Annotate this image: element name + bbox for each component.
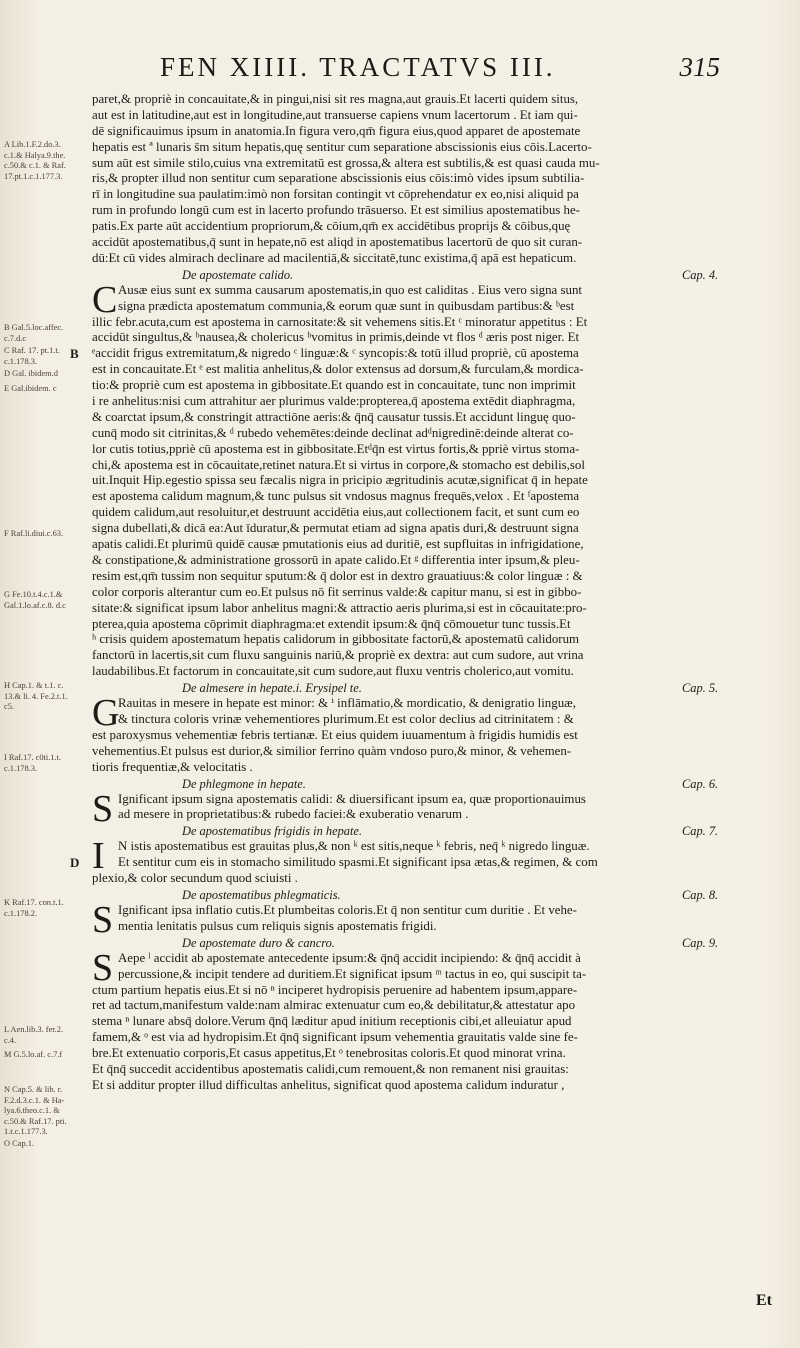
chapter-heading — [92, 776, 792, 792]
margin-note-g — [4, 590, 82, 611]
margin-note-line: E Gal.ibidem. c — [4, 384, 57, 393]
margin-note-line: H Cap.1. & t.1. c. — [4, 681, 64, 690]
text-line: pterea,quia apostema cōprimit diaphragma:et extendit ipsum:& q̄nq̄ cōmouetur tunc tussis.Et — [92, 616, 571, 631]
drop-capital: I — [92, 835, 105, 878]
margin-note-line: c.50.& c.1. & Raf. — [4, 161, 66, 170]
margin-note-line: c.4. — [4, 1035, 17, 1045]
margin-note-line: c.1.& Halya.9.the. — [4, 150, 66, 160]
chapter-number: Cap. 8. — [682, 887, 719, 902]
text-line: Ausæ eius sunt ex summa causarum apostematis,in quo est caliditas . Eius vero signa sunt — [118, 282, 582, 297]
margin-note-l — [4, 1025, 82, 1046]
margin-note-b — [4, 323, 82, 344]
text-line: bre.Et extenuatio corporis,Et casus appetitus,Et ᵒ tenebrositas coloris.Et quod minorat vrina. — [92, 1046, 566, 1061]
text-line: resim est,qm̄ tussim non sequitur sputum:& q̄ dolor est in dextro grauatiuus:& color linguæ : & — [92, 568, 583, 583]
margin-note-line: O Cap.1. — [4, 1139, 35, 1148]
text-line: rī in longitudine sua paulatim:imò non forsitan contingit vt cōprehendatur ex eo,nisi aliquid pa — [92, 187, 579, 202]
text-line: laudabilibus.Et factorum in concauitate,sit cum sudore,aut fluxu ventris cholerico,aut vomitu. — [92, 664, 574, 679]
chapter-title: De apostematibus phlegmaticis. — [182, 887, 341, 902]
margin-note-i — [4, 753, 82, 774]
text-line: Ignificant ipsa inflatio cutis.Et plumbeitas coloris.Et q̄ non sentitur cum duritie . Et vehe- — [118, 902, 577, 917]
margin-note-line: A Lib.1.F.2.do.3. — [4, 140, 61, 149]
chapter-number: Cap. 6. — [682, 776, 719, 791]
margin-note-line: B Gal.5.loc.affec. — [4, 323, 64, 332]
margin-note-line: N Cap.5. & lib. r. — [4, 1085, 63, 1094]
text-line: tioris frequentiæ,& velocitatis . — [92, 759, 253, 774]
margin-note-line: G Fe.10.t.4.c.1.& — [4, 590, 63, 599]
text-line: quidem calidum,aut resoluitur,et destruunt accidētia eius,aut collectionem facit, et sunt cum eo — [92, 505, 580, 520]
margin-note-line: L Aen.lib.3. fer.2. — [4, 1025, 63, 1034]
text-line: sum aūt est simile stilo,cuius vna extremitatū est grossa,& altera est subtilis,& est quasi cauda mu- — [92, 155, 600, 170]
text-line: ad mesere in proprietatibus:& rubedo faciei:& exuberatio venarum . — [118, 807, 469, 822]
margin-note-line: c.1.178.3. — [4, 356, 38, 366]
margin-note-line: c.1.178.3. — [4, 763, 38, 773]
chapter-heading — [92, 680, 792, 696]
margin-note-line: lya.6.theo.c.1. & — [4, 1106, 60, 1115]
catchword: Et — [756, 1292, 772, 1309]
text-line: Et si additur propter illud difficultas anhelitus, significat quod apostema calidum induratur , — [92, 1077, 565, 1092]
drop-capital: S — [92, 787, 114, 830]
margin-note-line: I Raf.17. c0ti.1.t. — [4, 753, 61, 762]
margin-note-line: 13.& li. 4. Fe.2.t.1. — [4, 691, 68, 701]
main-text — [70, 92, 792, 1094]
chapter-number: Cap. 9. — [682, 935, 719, 950]
text-line: apatis calidi.Et plurimū quidē causæ pmutationis eius ad duritiē, est supfluitas in infrigidatione, — [92, 537, 584, 552]
margin-note-line: Gal.1.lo.af.c.8. d.c — [4, 600, 66, 610]
margin-note-line: 1.t.c.1.177.3. — [4, 1127, 48, 1136]
chapter-number: Cap. 4. — [682, 267, 719, 282]
chapter-heading — [92, 887, 792, 903]
drop-capital: S — [92, 946, 114, 989]
margin-note-line: c.7.d.c — [4, 333, 27, 343]
text-line: est in concauitate.Et ᵉ est malitia anhelitus,& dolor extensus ad dorsum,& furculam,& mordica- — [92, 362, 584, 377]
text-line: Et q̄nq̄ succedit accidentibus apostematis calidi,cum remouent,& non remanent nisi grauitas: — [92, 1061, 569, 1076]
running-head — [150, 52, 720, 86]
text-line: & tinctura coloris vrinæ vehementiores plurimum.Et est color declius ad citrinitatem : & — [118, 711, 574, 726]
text-line: ctum partium hepatis eius.Et si nō ⁿ inciperet hydropisis peruenire ad habentem ipsum,appare- — [92, 982, 578, 997]
margin-note-o — [4, 1139, 82, 1150]
text-line: rum in profundo longū cum est in lacerto profundo trāsuerso. Et est similius apostematibus he- — [92, 203, 580, 218]
text-line: dū:Et cū vides almirach declinare ad macilentiā,& siccitatē,tunc existima,q̄ apā est hepaticum. — [92, 250, 577, 265]
paragraph — [70, 278, 792, 680]
text-line: stema ⁿ lunare absq̄ dolore.Verum q̄nq̄ læditur apud initium receptionis cibi,et alleuiatur apud — [92, 1014, 572, 1029]
drop-capital: G — [92, 692, 120, 735]
text-line: Aepe ˡ accidit ab apostemate antecedente ipsum:& q̄nq̄ accidit incipiendo: & q̄nq̄ accidit à — [118, 950, 581, 965]
text-line: chi,& apostema est in cōcauitate,retinet natura.Et si virtus in corpore,& stomacho est debilis,sol — [92, 457, 585, 472]
text-line: ris,& propter illud non sentitur cum separatione abscissionis eius cōis:imò vides ipsum subtilia- — [92, 171, 585, 186]
text-line: N istis apostematibus est grauitas plus,& non ᵏ est sitis,neque ᵏ febris, neq̄ ᵏ nigredo linguæ. — [118, 839, 590, 854]
chapter-number: Cap. 7. — [682, 824, 719, 839]
chapter-title: De apostemate calido. — [182, 267, 294, 282]
text-line: & coarctat ipsum,& constringit attractiōne aeris:& q̄nq̄ causatur tussis.Et accidunt linguę quo- — [92, 409, 576, 424]
drop-capital: C — [92, 278, 118, 321]
text-line: hepatis est ª lunaris s̄m situm hepatis,quę sentitur cum separatione abscissionis eius cōis.Lacerto- — [92, 139, 592, 154]
text-line: percussione,& incipit tendere ad duritiem.Et significat ipsum ᵐ tactus in eo, qui suscipit ta- — [118, 966, 587, 981]
text-line: ret ad tactum,manifestum valde:nam almirac extenuatur cum eo,& debilitatur,& attestatur apo — [92, 998, 576, 1013]
text-line: accidūt singultus,& ᵇnausea,& cholericus ᵇvomitus in primis,deinde vt flos ᵈ æris post niger. Et — [92, 330, 580, 345]
margin-note-line: c5. — [4, 702, 14, 711]
margin-note-line: K Raf.17. con.t.1. — [4, 898, 64, 907]
margin-note-line: F.2.d.3.c.1. & Ha- — [4, 1095, 65, 1105]
text-line: aut est in latitudine,aut est in longitudine,aut transuerse capiens vnum lacertorum . Et iam qui- — [92, 107, 578, 122]
reference-letter: B — [70, 346, 79, 362]
text-line: ʰ crisis quidem apostematum hepatis calidorum in gibbositate factorū,& apostematū calidorum — [92, 632, 580, 647]
text-line: accidūt apostematibus,q̄ sunt in hepate,nō est aliqd in apostematibus lacertorū de quo sit curan- — [92, 235, 583, 250]
margin-note-line: C Raf. 17. pt.1.t. — [4, 346, 60, 355]
running-title: FEN XIIII. TRACTATVS III. — [160, 52, 556, 82]
folio-number: 315 — [679, 52, 720, 82]
text-line: est apostema calidum magnum,& tunc pulsus sit vndosus magnus frequēs,velox . Et ᶠapostema — [92, 489, 580, 504]
reference-letter: D — [70, 855, 80, 871]
paragraph — [92, 787, 792, 830]
text-block — [92, 92, 792, 267]
text-line: Ignificant ipsum signa apostematis calidi: & diuersificant ipsum ea, quæ proportionauimus — [118, 791, 586, 806]
chapter-heading — [92, 935, 792, 951]
chapter-title: De phlegmone in hepate. — [182, 776, 306, 791]
text-line: vehementius.Et pulsus est durior,& similior ferrino quàm vndoso puro,& minor, & vehemen- — [92, 743, 572, 758]
paragraph — [92, 946, 792, 1094]
text-line: lor cutis totius,ppriè cū apostema est in gibbositate.Etᵈq̄n est virtus fortis,& ppriè virtus stoma- — [92, 441, 580, 456]
chapter-number: Cap. 5. — [682, 681, 719, 696]
text-line: uit.Inquit Hip.egestio spissa seu fæcalis nigra in pricipio ægritudinis acutæ,significat q̄ in hepate — [92, 473, 588, 488]
text-line: mentia lenitatis pulsus cum reliquis signis apostematis frigidi. — [118, 918, 437, 933]
chapter-title: De apostemate duro & cancro. — [182, 935, 335, 950]
text-line: & constipatione,& administratione grossorū in apate calido.Et ᵍ differentia inter ipsum,& pleu- — [92, 552, 580, 567]
text-line: dē significauimus ipsum in anatomia.In figura vero,qm̄ figura eius,quod apparet de apostemate — [92, 123, 581, 138]
text-line: patis.Ex parte aūt accidentium propriorum,& cōium,qm̄ ex accidētibus proprijs & cōibus,quę — [92, 219, 571, 234]
margin-note-line: D Gal. ibidem.d — [4, 369, 58, 378]
margin-note-k — [4, 898, 82, 919]
paragraph — [70, 835, 792, 887]
margin-note-a — [4, 140, 82, 182]
margin-note-line: F Raf.li.diui.c.63. — [4, 529, 64, 538]
margin-note-line: c.1.178.2. — [4, 908, 38, 918]
chapter-heading — [92, 267, 792, 283]
chapter-title: De almesere in hepate.i. Erysipel te. — [182, 681, 362, 696]
text-line: illic febr.acuta,cum est apostema in carnositate:& sit vehemens sitis.Et ᶜ minoratur appetitus : Et — [92, 314, 588, 329]
text-line: ᵉaccidit frigus extremitatum,& nigredo ᶜ linguæ:& ᶜ syncopis:& totū illud propriè, cū apostema — [92, 346, 579, 361]
text-line: cunq̄ modo sit citrinitas,& ᵈ rubedo vehemētes:deinde declinat adᵈnigredinē:deinde alterat co- — [92, 425, 574, 440]
margin-note-n — [4, 1085, 82, 1138]
margin-note-line: M G.5.lo.af. c.7.f — [4, 1050, 63, 1059]
chapter-title: De apostematibus frigidis in hepate. — [182, 824, 362, 839]
text-line: signa dubellati,& dicā ea:Aut īduratur,& permutat etiam ad signa apatis duri,& destruunt signa — [92, 521, 579, 536]
margin-note-e — [4, 384, 82, 395]
margin-note-m — [4, 1050, 82, 1061]
margin-note-line: c.50.& Raf.17. pti. — [4, 1116, 67, 1126]
text-line: sitate:& significat ipsum labor anhelitus magni:& attractio aeris plurima,si est in cōcauitate:pro- — [92, 600, 587, 615]
margin-note-line: 17.pt.1.c.1.177.3. — [4, 171, 63, 181]
drop-capital: S — [92, 898, 114, 941]
text-line: famem,& ᵒ est via ad hydropisim.Et q̄nq̄ significant ipsum vehementia grauitatis valde sine fe- — [92, 1030, 578, 1045]
text-line: plexio,& color secundum quod sciuisti . — [92, 871, 298, 886]
margin-note-d — [4, 369, 82, 380]
paragraph — [92, 692, 792, 775]
text-line: fanctorū in lacertis,sit cum fluxu sanguinis nariū,& propriè ex dextra: aut cum sudore, aut vrina — [92, 648, 584, 663]
text-line: Rauitas in mesere in hepate est minor: & ⁱ inflāmatio,& mordicatio, & denigratio linguæ, — [118, 696, 576, 711]
chapter-heading — [92, 823, 792, 839]
paragraph — [92, 898, 792, 941]
text-line: paret,& propriè in concauitate,& in pingui,nisi sit res magna,aut grauis.Et lacerti quidem situs, — [92, 92, 579, 106]
text-line: Et sentitur cum eis in stomacho similitudo spasmi.Et significant ipsa ætas,& regimen, & com — [118, 855, 598, 870]
text-line: color corporis alterantur cum eo.Et pulsus nō fit serrinus valde:& capitur manu, si est in gibbo- — [92, 584, 582, 599]
text-line: tio:& propriè cum est apostema in gibbositate.Et quando est in concauitate, tunc non imprimit — [92, 378, 576, 393]
text-line: est paroxysmus vehementiæ febris tertianæ. Et eius quidem iuuamentum à frigidis humidis est — [92, 727, 578, 742]
margin-note-h — [4, 681, 82, 713]
text-line: i re anhelitus:nisi cum attrahitur aer plurimus valde:propterea,q̄ apostema extēdit diaphragma, — [92, 394, 576, 409]
text-line: signa prædicta apostematum communia,& eorum quæ sunt in quibusdam partibus:& ᵇest — [118, 298, 575, 313]
margin-note-f — [4, 529, 82, 540]
